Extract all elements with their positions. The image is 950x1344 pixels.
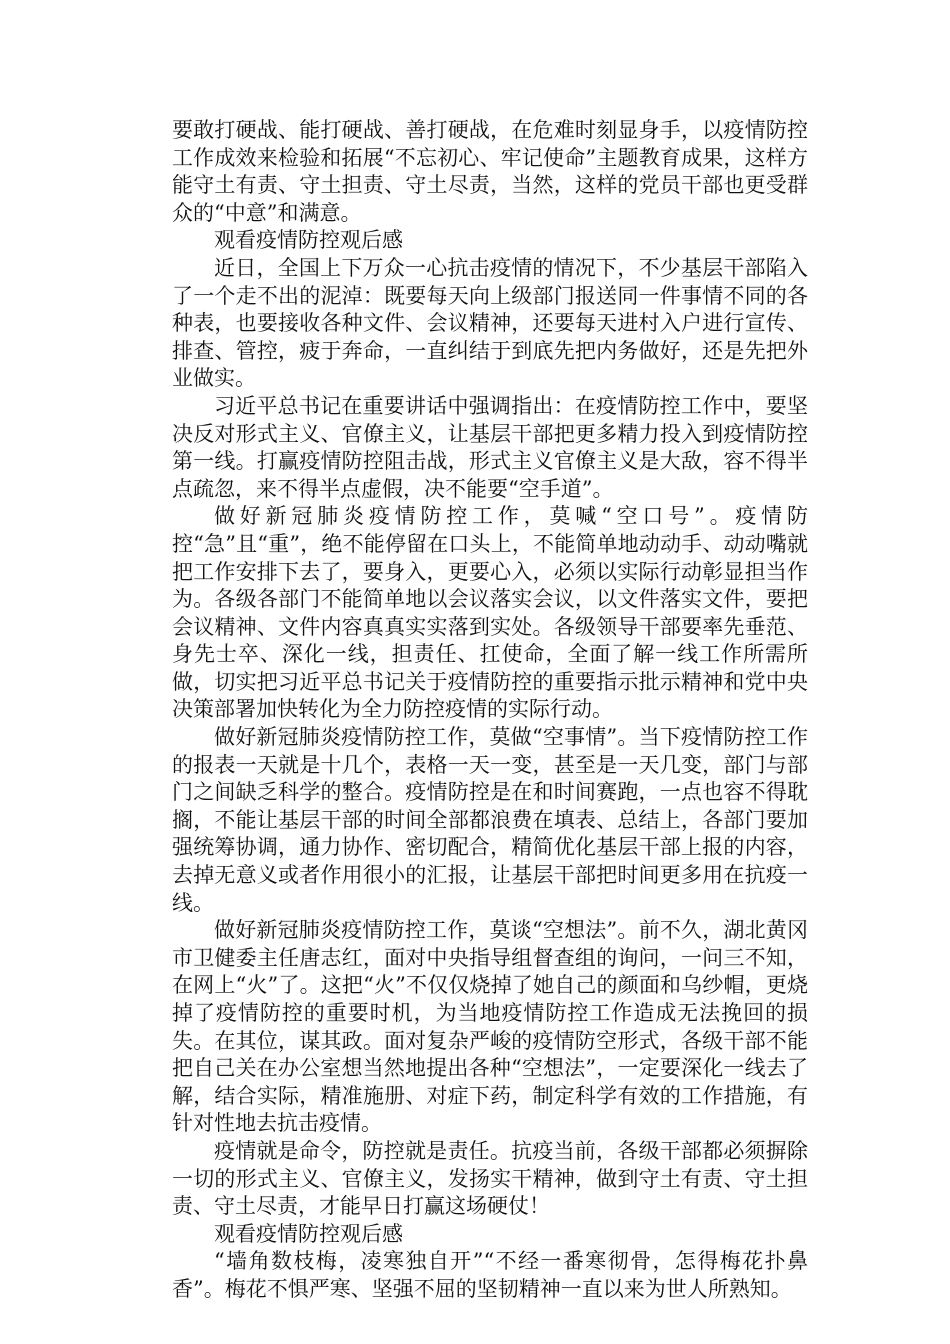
paragraph-2: 近日，全国上下万众一心抗击疫情的情况下，不少基层干部陷入了一个走不出的泥淖：既要每天向上级部门报送同一件事情不同的各种表，也要接收各种文件、会议精神，还要每天进村入户进行宣传、排查、管控，疲于奔命，一直纠结于到底先把内务做好，还是先把外业做实。 [172,255,808,391]
paragraph-5: 做好新冠肺炎疫情防控工作，莫做“空事情”。当下疫情防控工作的报表一天就是十几个，表格一天一变，甚至是一天几变，部门与部门之间缺乏科学的整合。疫情防控是在和时间赛跑，一点也容不得耽搁，不能让基层干部的时间全部都浪费在填表、总结上，各部门要加强统筹协调，通力协作、密切配合，精简优化基层干部上报的内容，去掉无意义或者作用很小的汇报，让基层干部把时间更多用在抗疫一线。 [172,725,808,915]
document-body [172,117,808,1304]
paragraph-6: 做好新冠肺炎疫情防控工作，莫谈“空想法”。前不久，湖北黄冈市卫健委主任唐志红，面对中央指导组督查组的询问，一问三不知，在网上“火”了。这把“火”不仅仅烧掉了她自己的颜面和乌纱帽，更烧掉了疫情防控的重要时机，为当地疫情防控工作造成无法挽回的损失。在其位，谋其政。面对复杂严峻的疫情防空形式，各级干部不能把自己关在办公室想当然地提出各种“空想法”，一定要深化一线去了解，结合实际，精准施册、对症下药，制定科学有效的工作措施，有针对性地去抗击疫情。 [172,918,808,1136]
paragraph-1: 要敢打硬战、能打硬战、善打硬战，在危难时刻显身手，以疫情防控工作成效来检验和拓展“不忘初心、牢记使命”主题教育成果，这样方能守土有责、守土担责、守土尽责，当然，这样的党员干部也更受群众的“中意”和满意。 [172,118,808,225]
paragraph-8: “墙角数枝梅，凌寒独自开”“不经一番寒彻骨，怎得梅花扑鼻香”。梅花不惧严寒、坚强不屈的坚韧精神一直以来为世人所熟知。 [172,1249,808,1301]
section-title-1: 观看疫情防控观后感 [214,228,403,253]
section-title-2: 观看疫情防控观后感 [214,1221,403,1246]
paragraph-7: 疫情就是命令，防控就是责任。抗疫当前，各级干部都必须摒除一切的形式主义、官僚主义，发扬实干精神，做到守土有责、守土担责、守土尽责，才能早日打赢这场硬仗！ [172,1138,808,1219]
paragraph-4: 做好新冠肺炎疫情防控工作，莫喊“空口号”。疫情防控“急”且“重”，绝不能停留在口头上，不能简单地动动手、动动嘴就把工作安排下去了，要身入，更要心入，必须以实际行动彰显担当作为。各级各部门不能简单地以会议落实会议，以文件落实文件，要把会议精神、文件内容真真实实落到实处。各级领导干部要率先垂范、身先士卒、深化一线，担责任、扛使命，全面了解一线工作所需所做，切实把习近平总书记关于疫情防控的重要指示批示精神和党中央决策部署加快转化为全力防控疫情的实际行动。 [172,504,808,722]
paragraph-3: 习近平总书记在重要讲话中强调指出：在疫情防控工作中，要坚决反对形式主义、官僚主义，让基层干部把更多精力投入到疫情防控第一线。打赢疫情防控阻击战，形式主义官僚主义是大敌，容不得半点疏忽，来不得半点虚假，决不能要“空手道”。 [172,393,808,501]
